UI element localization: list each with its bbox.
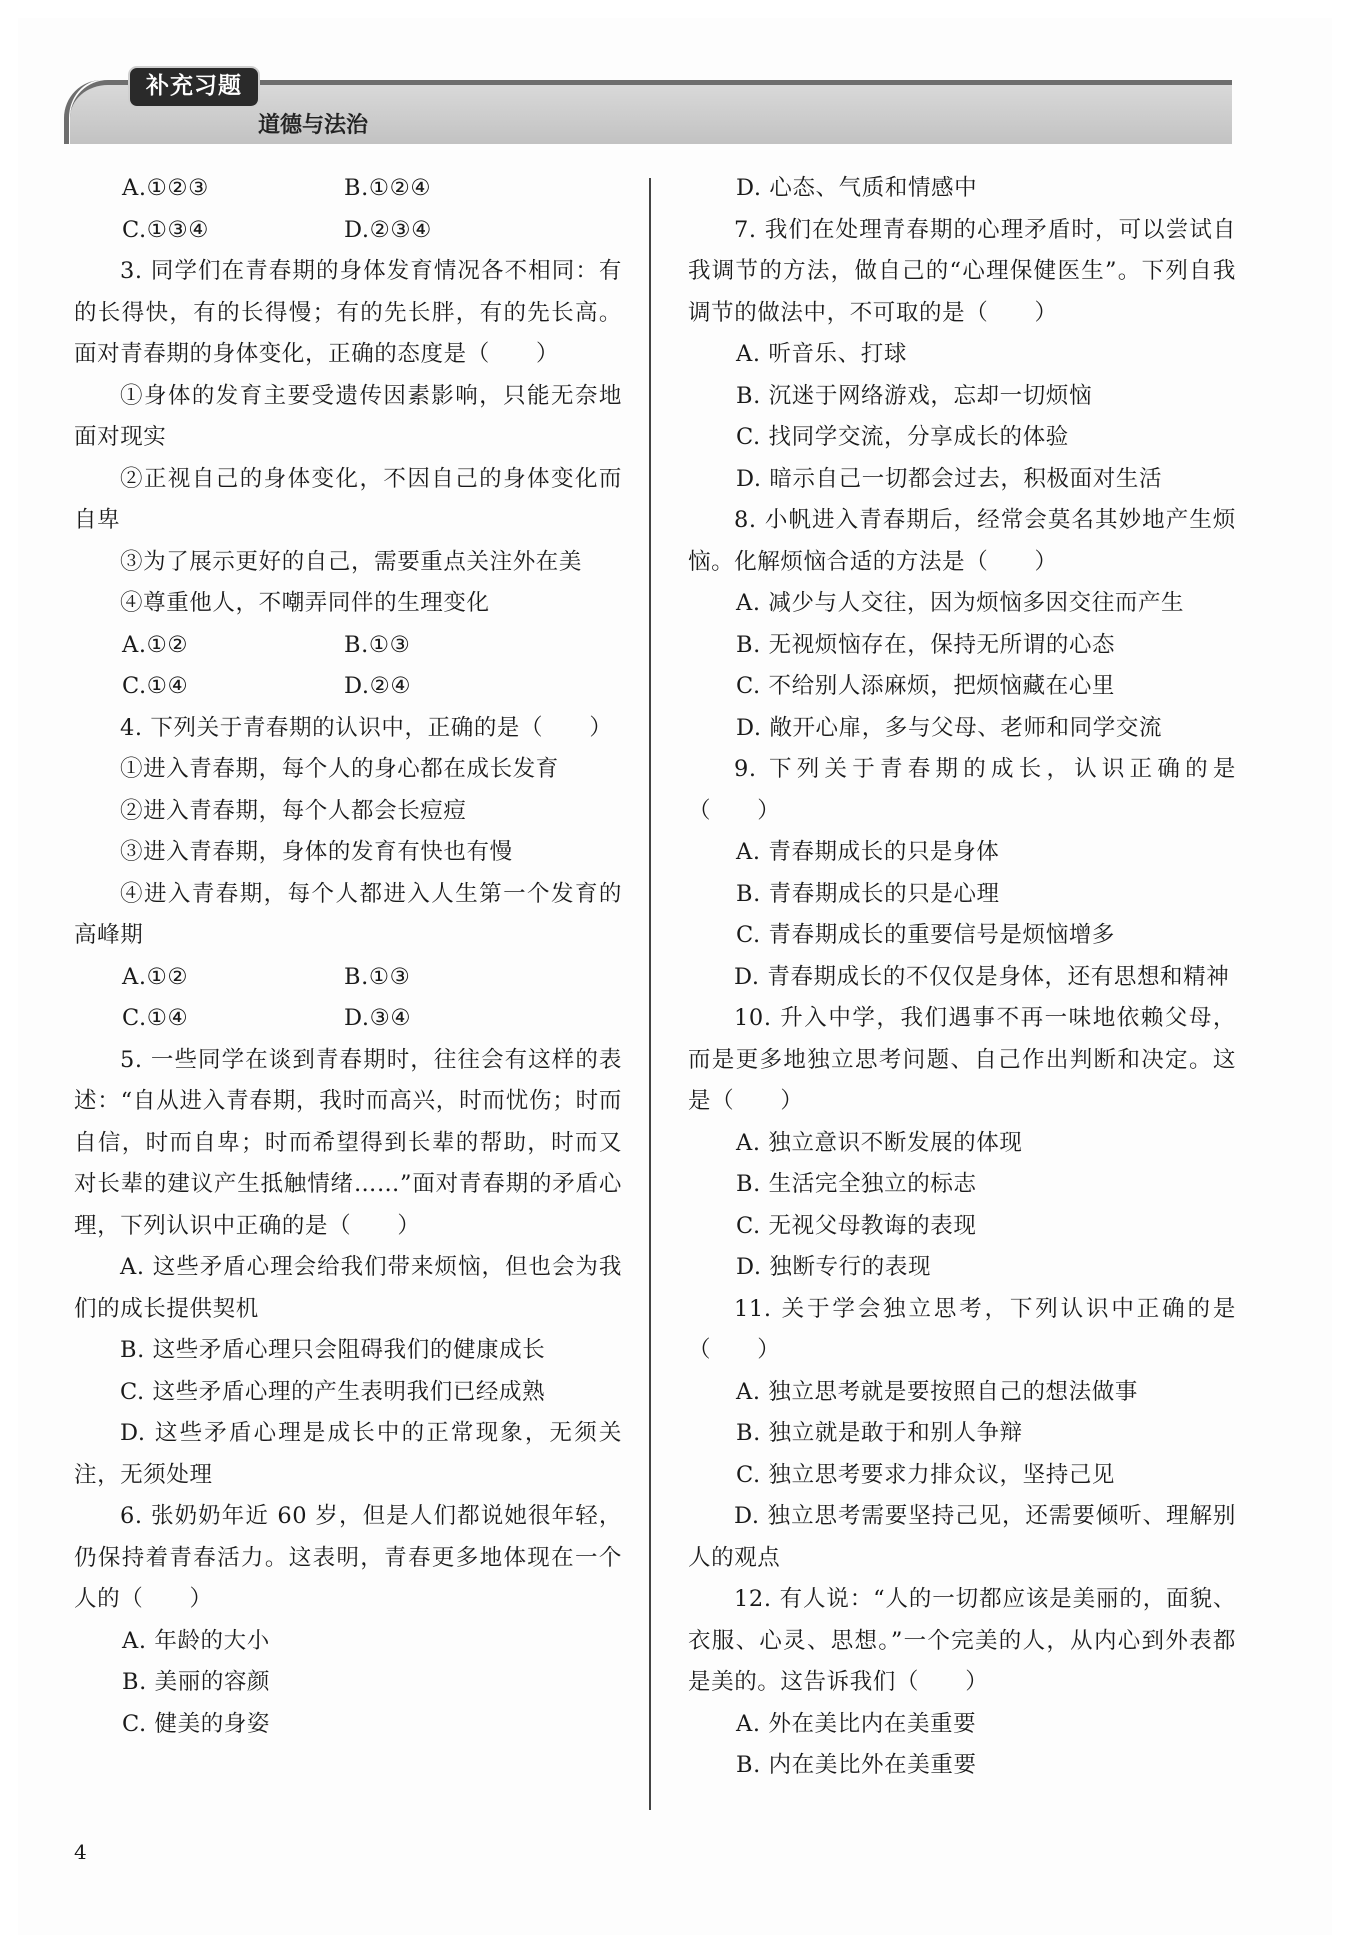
option-a: A.①② — [122, 631, 189, 658]
question-12-stem: 12. 有人说：“人的一切都应该是美丽的，面貌、衣服、心灵、思想。”一个完美的人，从内心到外表都是美的。这告诉我们（ ） — [688, 1586, 1236, 1695]
question-8-stem: 8. 小帆进入青春期后，经常会莫名其妙地产生烦恼。化解烦恼合适的方法是（ ） — [688, 507, 1236, 575]
option-a: A. 独立意识不断发展的体现 — [736, 1129, 1023, 1156]
option-b: B. 沉迷于网络游戏，忘却一切烦恼 — [736, 382, 1093, 409]
statement: ①进入青春期，每个人的身心都在成长发育 — [120, 756, 559, 782]
option-c: C.①④ — [122, 673, 189, 699]
statement: ④进入青春期，每个人都进入人生第一个发育的高峰期 — [74, 880, 622, 948]
question-11-stem: 11. 关于学会独立思考，下列认识中正确的是（ ） — [688, 1295, 1236, 1363]
statement: ①身体的发育主要受遗传因素影响，只能无奈地面对现实 — [74, 382, 622, 450]
options-row — [74, 957, 622, 999]
option-b: B. 这些矛盾心理只会阻碍我们的健康成长 — [120, 1337, 546, 1363]
option-b: B. 内在美比外在美重要 — [736, 1752, 977, 1778]
option-c: C. 无视父母教诲的表现 — [736, 1212, 977, 1239]
option-b: B. 青春期成长的只是心理 — [736, 880, 1000, 907]
option-d: D. 独断专行的表现 — [736, 1254, 932, 1280]
statement: ③为了展示更好的自己，需要重点关注外在美 — [120, 548, 583, 575]
option-a: A. 减少与人交往，因为烦恼多因交往而产生 — [736, 590, 1185, 616]
statement: ②进入青春期，每个人都会长痘痘 — [120, 797, 467, 824]
subject-title: 道德与法治 — [258, 113, 369, 138]
question-10-stem: 10. 升入中学，我们遇事不再一味地依赖父母，而是更多地独立思考问题、自己作出判断和决定。这是（ ） — [688, 1005, 1236, 1114]
option-c: C. 独立思考要求力排众议，坚持己见 — [736, 1461, 1116, 1488]
option-d: D.③④ — [344, 1005, 412, 1031]
option-b: B.①③ — [344, 631, 411, 658]
question-9-stem: 9. 下列关于青春期的成长，认识正确的是（ ） — [688, 756, 1236, 824]
option-a: A. 这些矛盾心理会给我们带来烦恼，但也会为我们的成长提供契机 — [74, 1254, 622, 1322]
right-column — [688, 168, 1236, 1787]
page-number: 4 — [74, 1840, 87, 1864]
options-row — [74, 998, 622, 1040]
option-c: C. 这些矛盾心理的产生表明我们已经成熟 — [120, 1378, 546, 1405]
option-d: D. 暗示自己一切都会过去，积极面对生活 — [736, 465, 1163, 492]
statement: ④尊重他人，不嘲弄同伴的生理变化 — [120, 590, 490, 616]
option-b: B.①③ — [344, 963, 411, 990]
statement: ③进入青春期，身体的发育有快也有慢 — [120, 839, 513, 865]
option-a: A. 青春期成长的只是身体 — [736, 839, 1000, 865]
option-c: C. 健美的身姿 — [122, 1710, 271, 1737]
option-d: D. 敞开心扉，多与父母、老师和同学交流 — [736, 714, 1163, 741]
left-column — [74, 168, 622, 1745]
option-a: A. 独立思考就是要按照自己的想法做事 — [736, 1378, 1138, 1405]
option-d: D. 青春期成长的不仅仅是身体，还有思想和精神 — [734, 963, 1230, 990]
options-row — [74, 666, 622, 708]
option-c: C. 找同学交流，分享成长的体验 — [736, 424, 1069, 450]
question-6-stem: 6. 张奶奶年近 60 岁，但是人们都说她很年轻，仍保持着青春活力。这表明，青春更多地体现在一个人的（ ） — [74, 1503, 622, 1612]
option-d: D.②③④ — [344, 216, 432, 243]
option-b: B. 独立就是敢于和别人争辩 — [736, 1420, 1023, 1446]
option-a: A.①②③ — [122, 175, 209, 201]
statement: ②正视自己的身体变化，不因自己的身体变化而自卑 — [74, 465, 622, 533]
option-b: B.①②④ — [344, 175, 432, 201]
question-3-stem: 3. 同学们在青春期的身体发育情况各不相同：有的长得快，有的长得慢；有的先长胖，有的先长高。面对青春期的身体变化，正确的态度是（ ） — [74, 258, 622, 367]
question-4-stem: 4. 下列关于青春期的认识中，正确的是（ ） — [120, 714, 613, 741]
options-row — [74, 168, 622, 210]
options-row — [74, 625, 622, 667]
option-c: C.①③④ — [122, 216, 210, 243]
question-7-stem: 7. 我们在处理青春期的心理矛盾时，可以尝试自我调节的方法，做自己的“心理保健医生”。下列自我调节的做法中，不可取的是（ ） — [688, 216, 1236, 326]
question-5-stem: 5. 一些同学在谈到青春期时，往往会有这样的表述：“自从进入青春期，我时而高兴，时而忧伤；时而自信，时而自卑；时而希望得到长辈的帮助，时而又对长辈的建议产生抵触情绪……”面对青春期的矛盾心理，下列认识中正确的是（ ） — [74, 1046, 622, 1239]
option-d: D. 独立思考需要坚持己见，还需要倾听、理解别人的观点 — [688, 1503, 1236, 1571]
section-tag: 补充习题 — [128, 66, 260, 108]
option-a: A. 外在美比内在美重要 — [736, 1710, 977, 1737]
option-a: A. 听音乐、打球 — [736, 341, 907, 367]
option-d: D. 心态、气质和情感中 — [736, 175, 978, 201]
option-d: D.②④ — [344, 673, 412, 699]
option-b: B. 无视烦恼存在，保持无所谓的心态 — [736, 631, 1116, 658]
option-b: B. 生活完全独立的标志 — [736, 1171, 977, 1197]
option-d: D. 这些矛盾心理是成长中的正常现象，无须关注，无须处理 — [74, 1420, 622, 1488]
option-b: B. 美丽的容颜 — [122, 1669, 271, 1695]
option-c: C. 不给别人添麻烦，把烦恼藏在心里 — [736, 673, 1116, 699]
options-row — [74, 210, 622, 252]
option-a: A.①② — [122, 963, 189, 990]
option-c: C.①④ — [122, 1005, 189, 1031]
option-a: A. 年龄的大小 — [122, 1627, 270, 1654]
option-c: C. 青春期成长的重要信号是烦恼增多 — [736, 922, 1116, 948]
column-divider — [649, 178, 651, 1810]
